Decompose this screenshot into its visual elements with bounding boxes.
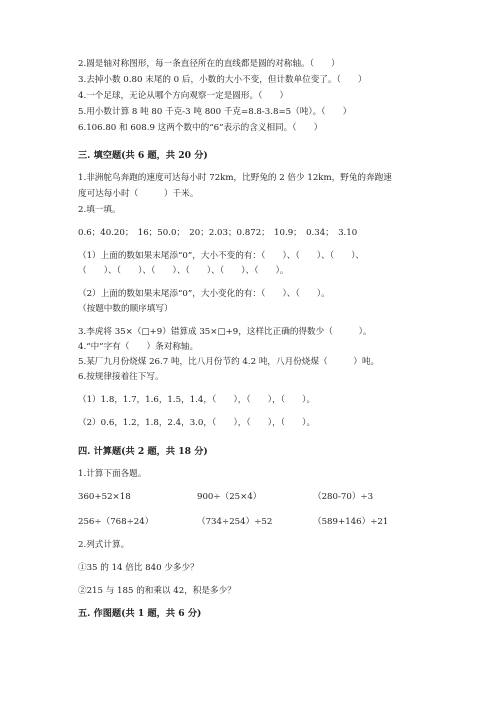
- calc-expression: 900÷（25×4）: [197, 492, 262, 502]
- calc-expression: （734÷254）÷52: [197, 517, 273, 527]
- calc-expression: 256÷（768÷24）: [78, 517, 154, 527]
- judgement-item-4: 4.一个足球，无论从哪个方向观察一定是圆形。（ ）: [78, 91, 289, 101]
- calc-q2-item-a: ①35 的 14 倍比 840 少多少？: [78, 563, 199, 573]
- section-3-title: 三. 填空题(共 6 题，共 20 分): [78, 150, 208, 161]
- fill-q5: 5.某厂九月份烧煤 26.7 吨，比八月份节约 4.2 吨，八月份烧煤（ ）吨。: [78, 357, 380, 367]
- fill-q1-line2: 度可达每小时（ ）千米。: [78, 189, 199, 199]
- fill-q1-line1: 1.非洲鸵鸟奔跑的速度可达每小时 72km，比野兔的 2 倍少 12km，野兔的奔跑速: [78, 173, 392, 183]
- fill-q6: 6.按规律接着往下写。: [78, 372, 164, 382]
- fill-q2-title: 2.填一填。: [78, 205, 121, 215]
- calc-expression: （280-70）÷3: [313, 492, 374, 502]
- judgement-item-2: 2.圆是轴对称图形，每一条直径所在的直线都是圆的对称轴。（ ）: [78, 59, 340, 69]
- fill-q6-part1: （1）1.8，1.7，1.6，1.5，1.4，（ ），（ ），（ ）。: [78, 395, 316, 405]
- fill-q3: 3.李虎将 35×（□+9）错算成 35×□+9，这样比正确的得数少（ ）。: [78, 327, 372, 337]
- fill-q2-part1-line2: （ ）、（ ）、（ ）、（ ）、（ ）、（ ）。: [78, 266, 289, 276]
- section-4-title: 四. 计算题(共 2 题，共 18 分): [78, 446, 208, 457]
- calc-q1-title: 1.计算下面各题。: [78, 469, 147, 479]
- fill-q2-numbers: 0.6；40.20； 16；50.0； 20；2.03；0.872； 10.9； 0.34； 3.10: [78, 228, 358, 238]
- fill-q2-part2-line1: （2）上面的数如果末尾添“0”，大小变化的有：（ ）、（ ）。: [78, 289, 330, 299]
- fill-q6-part2: （2）0.6，1.2，1.8，2.4，3.0，（ ），（ ），（ ）。: [78, 418, 316, 428]
- fill-q2-part1-line1: （1）上面的数如果末尾添“0”，大小不变的有：（ ）、（ ）、（ ）、: [78, 251, 365, 261]
- section-5-title: 五. 作图题(共 1 题，共 6 分): [78, 608, 202, 619]
- fill-q2-part2-line2: （按题中数的顺序填写）: [78, 304, 173, 314]
- fill-q4: 4.“中”字有（ ）条对称轴。: [78, 342, 199, 352]
- judgement-item-6: 6.106.80 和 608.9 这两个数中的“6”表示的含义相同。（ ）: [78, 123, 323, 133]
- calc-expression: 360+52×18: [78, 492, 131, 502]
- judgement-item-3: 3.去掉小数 0.80 末尾的 0 后，小数的大小不变，但计数单位变了。（ ）: [78, 75, 367, 85]
- calc-q2-title: 2.列式计算。: [78, 540, 130, 550]
- calc-q2-item-b: ②215 与 185 的和乘以 42，积是多少？: [78, 586, 236, 596]
- judgement-item-5: 5.用小数计算 8 吨 80 千克-3 吨 800 千克=8.8-3.8=5（吨）。（ ）: [78, 107, 352, 117]
- calc-expression: （589+146）÷21: [313, 517, 389, 527]
